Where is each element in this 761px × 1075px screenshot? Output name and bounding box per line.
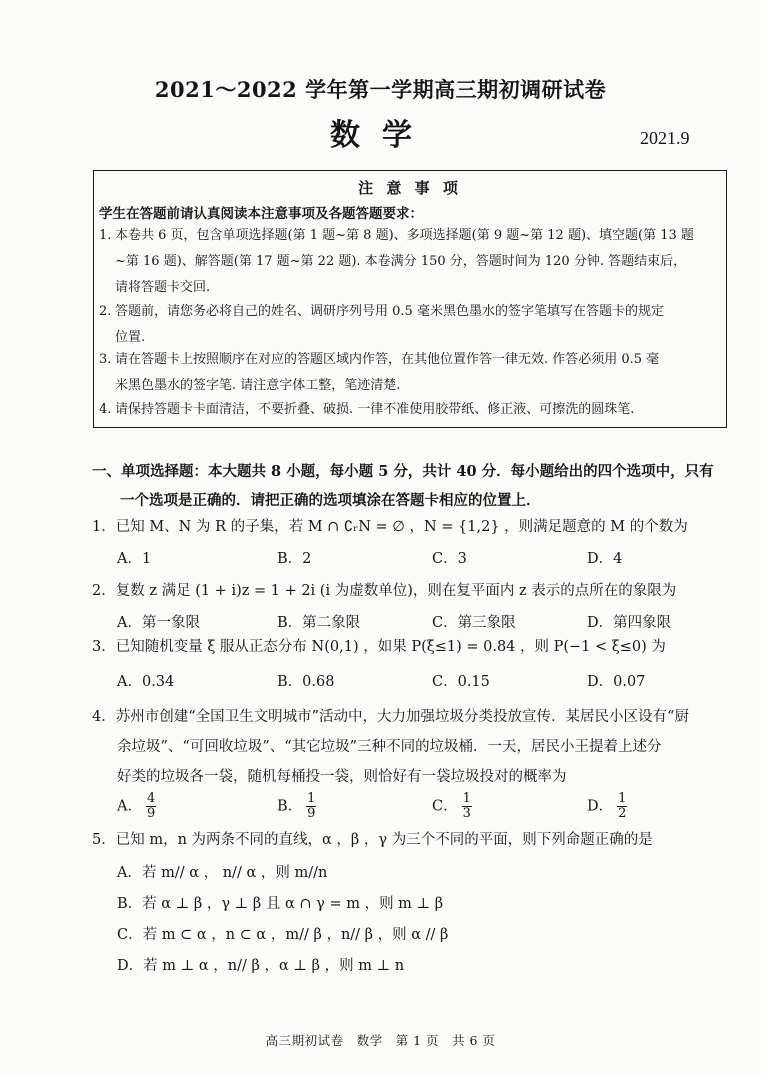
question-3-option-d: D．0.07 [587,674,646,690]
notice-intro: 学生在答题前请认真阅读本注意事项及各题答题要求： [99,206,423,222]
exam-date: 2021.9 [640,128,690,148]
question-4-stem-line: 好类的垃圾各一袋，随机每桶投一袋，则恰好有一袋垃圾投对的概率为 [117,769,567,785]
notice-title: 注 意 事 项 [358,179,462,197]
question-5-option-a: A．若 m// α ， n// α ，则 m//n [117,865,328,881]
denominator: 9 [307,806,316,821]
question-5-option-d: D．若 m ⊥ α ，n// β ，α ⊥ β ，则 m ⊥ n [117,958,405,974]
option-label: B． [277,798,303,815]
section-heading-line: 一、单项选择题：本大题共 8 小题，每小题 5 分，共计 40 分．每小题给出的四个选项中，只有 [92,463,714,480]
question-4-stem-line: 4．苏州市创建“全国卫生文明城市”活动中，大力加强垃圾分类投放宣传．某居民小区设有“厨 [92,709,689,725]
section-heading-line: 一个选项是正确的．请把正确的选项填涂在答题卡相应的位置上． [120,492,541,509]
notice-item-3 [99,347,721,399]
question-4-option-b [277,792,316,821]
question-1-option-a: A．1 [117,551,152,567]
question-4-stem [92,702,689,792]
denominator: 3 [462,806,471,821]
question-1-option-b: B．2 [277,551,312,567]
notice-box [93,170,727,428]
numerator: 1 [618,791,627,806]
notice-item-line: ~第 16 题)、解答题(第 17 题~第 22 题). 本卷满分 150 分，答题时间为 120 分钟. 答题结束后， [115,254,687,269]
denominator: 2 [618,806,627,821]
question-3-option-b: B．0.68 [277,674,335,690]
question-5-option-b: B．若 α ⊥ β ，γ ⊥ β 且 α ∩ γ = m ，则 m ⊥ β [117,896,444,912]
page-footer: 高三期初试卷 数学 第 1 页 共 6 页 [265,1033,496,1048]
option-label: A． [117,798,142,815]
question-2-stem: 2．复数 z 满足 (1 + i)z = 1 + 2i (i 为虚数单位)，则在复平面内 z 表示的点所在的象限为 [92,583,677,599]
fraction [617,792,627,821]
question-2-option-d: D．第四象限 [587,615,672,631]
section-heading [92,457,732,515]
question-5-option-c: C．若 m ⊂ α ，n ⊂ α ，m// β ，n// β ，则 α // β [117,927,449,943]
denominator: 9 [146,806,156,821]
notice-item-line: 请在答题卡上按照顺序在对应的答题区域内作答，在其他位置作答一律无效. 作答必须用 0.5 毫 [115,352,660,367]
question-4-option-c [432,792,472,821]
fraction [462,792,472,821]
notice-item-line: 位置. [115,330,146,345]
question-3-option-a: A．0.34 [117,674,175,690]
question-2-option-a: A．第一象限 [117,615,200,631]
notice-item-line: 答题前，请您务必将自己的姓名、调研序列号用 0.5 毫米黑色墨水的签字笔填写在答题卡的规定 [115,304,664,319]
fraction [306,792,316,821]
question-1-option-c: C．3 [432,551,467,567]
question-4-option-a [117,792,156,821]
notice-item-line: 本卷共 6 页，包含单项选择题(第 1 题~第 8 题)、多项选择题(第 9 题~第 12 题)、填空题(第 13 题 [115,228,694,243]
question-1-option-d: D．4 [587,551,623,567]
notice-item-number: 2. [99,304,112,319]
notice-item-2 [99,299,721,351]
question-3-stem: 3．已知随机变量 ξ 服从正态分布 N(0,1) ，如果 P(ξ≤1) = 0.84 ，则 P(−1 < ξ≤0) 为 [92,639,666,655]
notice-item-4 [99,397,721,423]
numerator: 1 [462,791,471,806]
question-1-stem: 1．已知 M、N 为 R 的子集，若 M ∩ ∁ᵣN = ∅ ，N = {1,2} ，则满足题意的 M 的个数为 [92,519,688,535]
question-4-stem-line: 余垃圾”、“可回收垃圾”、“其它垃圾”三种不同的垃圾桶．一天，居民小王提着上述分 [117,739,662,755]
notice-item-1 [99,223,721,301]
notice-item-line: 米黑色墨水的签字笔. 请注意字体工整，笔迹清楚. [115,378,401,393]
question-3-option-c: C．0.15 [432,674,490,690]
numerator: 4 [146,791,156,806]
question-2-option-b: B．第二象限 [277,615,361,631]
exam-title: 2021～2022 学年第一学期高三期初调研试卷 [154,77,607,102]
fraction [146,792,156,821]
notice-item-line: 请将答题卡交回. [115,280,211,295]
option-label: C． [432,798,458,815]
notice-item-number: 4. [99,402,112,417]
numerator: 1 [307,791,316,806]
notice-item-number: 1. [99,228,112,243]
notice-item-line: 请保持答题卡卡面清洁，不要折叠、破损. 一律不准使用胶带纸、修正液、可擦洗的圆珠笔. [115,402,635,417]
option-label: D． [587,798,614,815]
question-4-option-d [587,792,627,821]
subject-title: 数学 [330,118,434,153]
notice-item-number: 3. [99,352,112,367]
question-5-stem: 5．已知 m，n 为两条不同的直线，α ，β ，γ 为三个不同的平面，则下列命题正确的是 [92,832,653,848]
question-2-option-c: C．第三象限 [432,615,516,631]
